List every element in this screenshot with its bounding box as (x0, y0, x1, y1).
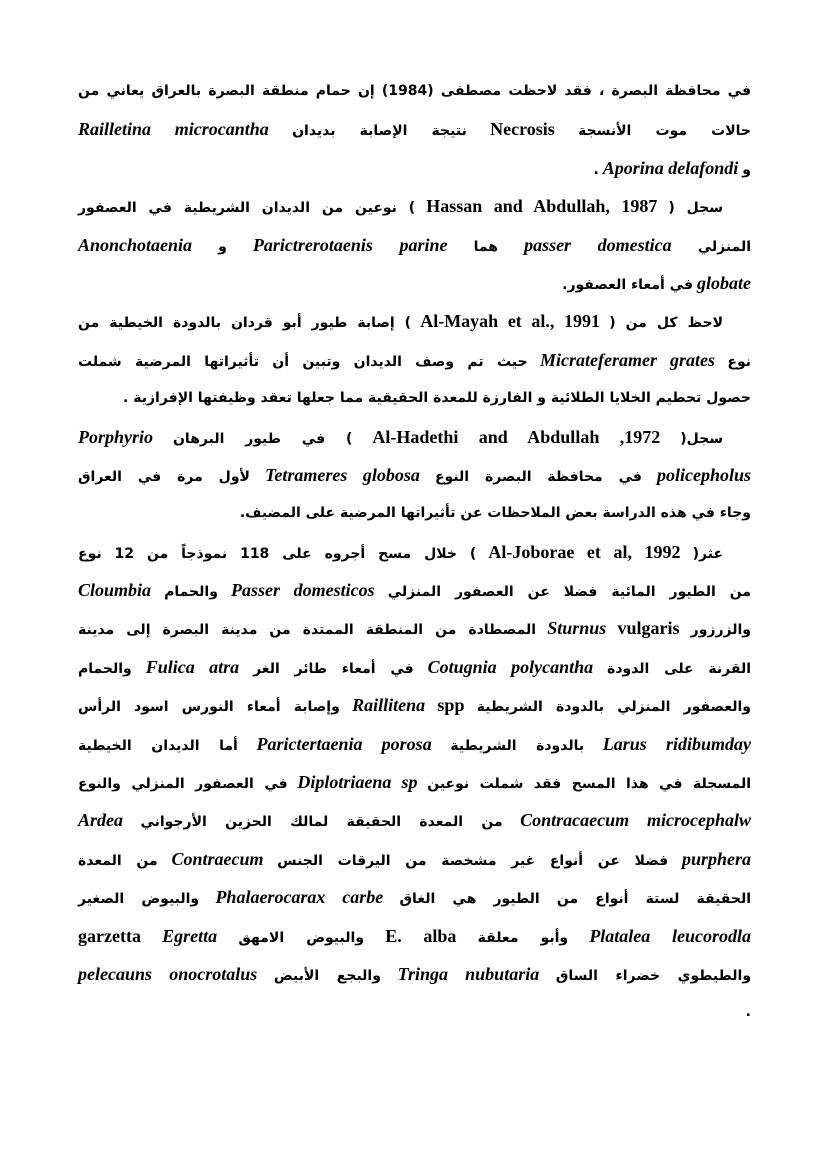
text-line (78, 114, 751, 152)
latin-text: Hassan and Abdullah, 1987 (426, 196, 658, 217)
latin-text: garzetta (78, 925, 141, 946)
arabic-text: في أمعاء العصفور. (562, 276, 693, 293)
latin-text: Al-Hadethi and Abdullah ,1972 (372, 426, 661, 447)
text-line (78, 383, 751, 421)
arabic-text: لأول مرة في العراق (78, 468, 250, 485)
text-line (78, 729, 751, 767)
arabic-text: فضلا عن أنواع غير مشخصة من اليرقات الجنس (277, 852, 669, 869)
scientific-name: Fulica atra (145, 656, 240, 677)
scientific-name: Larus ridibumday (602, 733, 752, 754)
arabic-text: من الطيور المائية فضلا عن العصفور المنزلي (387, 584, 752, 601)
arabic-text: في محافظة البصرة النوع (434, 468, 642, 485)
scientific-name: Platalea leucorodla (589, 925, 751, 946)
text-line (78, 844, 751, 882)
scientific-name: Tetrameres globosa (265, 464, 420, 485)
arabic-text: والطيطوي خضراء الساق (555, 967, 752, 984)
scientific-name: Contracaecum microcephalw (520, 810, 752, 831)
arabic-text: سجل( (680, 430, 724, 447)
text-line (78, 805, 751, 843)
arabic-text: حصول تحطيم الخلايا الطلائية و الفارزة للمعدة الحقيقية مما جعلها تعقد وظيفتها الإفرازية . (123, 390, 751, 407)
text-line (78, 613, 751, 651)
text-line (78, 460, 751, 498)
arabic-text: حيث تم وصف الديدان وتبين أن تأثيراتها المرضية شملت (78, 353, 528, 370)
arabic-text: أما الديدان الخيطية (78, 737, 238, 754)
arabic-text: وإصابة أمعاء النورس اسود الرأس (78, 699, 340, 716)
arabic-text: ) إصابة طيور أبو قردان بالدودة الخيطية من (78, 315, 412, 332)
arabic-text: . (745, 1004, 751, 1021)
arabic-text: والبيوض الصغير (78, 891, 200, 908)
latin-text: Al-Joborae et al, 1992 (488, 541, 681, 562)
arabic-text: المسجلة في هذا المسح فقد شملت نوعين (427, 776, 752, 793)
arabic-text: في العصفور المنزلي والنوع (78, 776, 288, 793)
arabic-text: و (218, 238, 227, 255)
scientific-name: Porphyrio (78, 426, 154, 447)
arabic-text: في أمعاء طائر الغر (253, 660, 414, 677)
arabic-text: المصطادة من المنطقة الممتدة من مدينة البصرة إلى مدينة (78, 622, 537, 639)
scientific-name: Phalaerocarax carbe (215, 887, 384, 908)
arabic-text: وجاء في هذه الدراسة بعض الملاحظات عن تأثيراتها المرضية على المضيف. (239, 505, 751, 522)
arabic-text: والزرزور (690, 622, 752, 639)
text-line (78, 191, 751, 229)
scientific-name: Anonchotaenia (78, 234, 193, 255)
scientific-name: Micrateferamer grates (540, 349, 715, 370)
scientific-name: policepholus (657, 464, 752, 485)
scientific-name: Egretta (162, 925, 218, 946)
text-line (78, 268, 751, 306)
text-line (78, 690, 751, 728)
scientific-name: Raillitena (352, 695, 426, 716)
arabic-text: والبيوض الامهق (238, 929, 365, 946)
arabic-text: الحقيقة لستة أنواع من الطيور هي الغاق (399, 891, 752, 908)
arabic-text: بالدودة الشريطية (450, 737, 585, 754)
text-line (78, 422, 751, 460)
arabic-text: سجل ( (668, 200, 724, 217)
document-page (78, 76, 751, 1036)
latin-text: vulgaris (617, 618, 680, 639)
arabic-text: هما (473, 238, 498, 255)
arabic-text: ) خلال مسح أجروه على 118 نموذجاً من 12 نوع (78, 545, 477, 562)
latin-text: E. alba (385, 925, 457, 946)
scientific-name: Ardea (78, 810, 123, 831)
arabic-text: من المعدة الحقيقة لمالك الحزين الأرجواني (140, 814, 503, 831)
arabic-text: والبجع الأبيض (273, 967, 381, 984)
scientific-name: Parictertaenia porosa (256, 733, 432, 754)
arabic-text: و (742, 161, 751, 178)
scientific-name: Cloumbia (78, 580, 152, 601)
arabic-text: المنزلي (697, 238, 752, 255)
arabic-text: من المعدة (78, 852, 158, 869)
latin-text: Al-Mayah et al., 1991 (420, 311, 601, 332)
text-line (78, 767, 751, 805)
scientific-name: purphera (682, 848, 752, 869)
scientific-name: Cotugnia polycantha (427, 656, 594, 677)
scientific-name: passer domestica (524, 234, 672, 255)
scientific-name: Parictrerotaenis parine (252, 234, 448, 255)
text-line (78, 652, 751, 690)
arabic-text: حالات موت الأنسجة (578, 123, 751, 140)
arabic-text: القرنة على الدودة (607, 660, 752, 677)
scientific-name: Contraecum (171, 848, 264, 869)
text-line (78, 997, 751, 1035)
arabic-text: عثر( (692, 545, 724, 562)
text-line (78, 537, 751, 575)
text-line (78, 153, 751, 191)
arabic-text: . (593, 161, 599, 178)
scientific-name: pelecauns onocrotalus (78, 963, 258, 984)
arabic-text: نوع (727, 353, 752, 370)
arabic-text: ) في طيور البرهان (172, 430, 353, 447)
arabic-text: في محافظة البصرة ، فقد لاحظت مصطفى (1984) إن حمام منطقة البصرة بالعراق يعاني من (78, 83, 751, 99)
arabic-text: وأبو معلقة (477, 929, 569, 946)
text-line (78, 959, 751, 997)
latin-text: spp (437, 695, 465, 716)
text-line (78, 345, 751, 383)
scientific-name: Passer domesticos (231, 580, 375, 601)
text-line (78, 882, 751, 920)
scientific-name: globate (697, 272, 751, 293)
scientific-name: Sturnus (547, 618, 607, 639)
scientific-name: Diplotriaena sp (297, 772, 418, 793)
text-line (78, 498, 751, 536)
latin-text: Necrosis (490, 119, 555, 140)
text-line (78, 230, 751, 268)
arabic-text: لاحظ كل من ( (609, 315, 723, 332)
arabic-text: والحمام (164, 584, 218, 601)
arabic-text: والحمام (78, 660, 132, 677)
scientific-name: Tringa nubutaria (397, 963, 540, 984)
text-line (78, 76, 751, 114)
arabic-text: ) نوعين من الديدان الشريطية في العصفور (78, 200, 416, 217)
arabic-text: والعصفور المنزلي بالدودة الشريطية (476, 699, 752, 716)
scientific-name: Aporina delafondi (602, 157, 739, 178)
arabic-text: نتيجة الإصابة بديدان (292, 123, 467, 140)
text-line (78, 921, 751, 959)
text-line (78, 306, 751, 344)
scientific-name: Railletina microcantha (78, 119, 269, 140)
text-line (78, 575, 751, 613)
